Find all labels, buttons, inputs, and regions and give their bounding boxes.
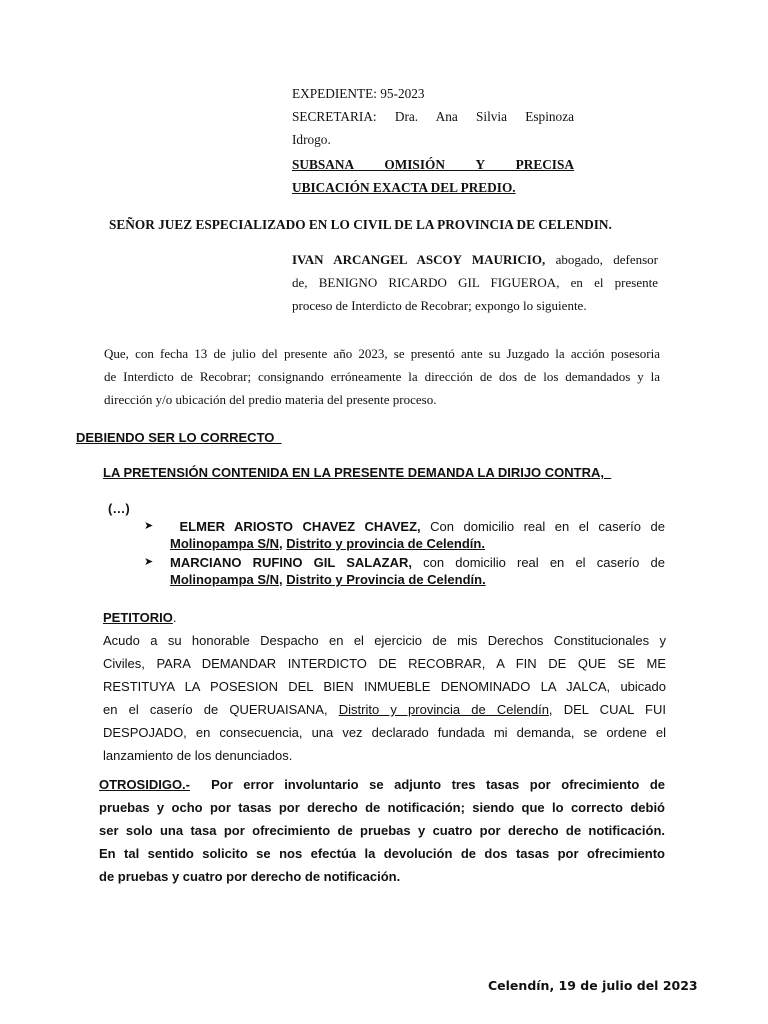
defendant-item bbox=[144, 554, 665, 588]
otrosi-line-1-rest: Por error involuntario se adjunto tres tasas por ofrecimiento de bbox=[190, 777, 665, 792]
defendant-line-1 bbox=[170, 554, 665, 571]
arrow-bullet-icon: ➤ bbox=[144, 556, 154, 568]
background-line-1: Que, con fecha 13 de julio del presente año 2023, se presentó ante su Juzgado la acción posesoria bbox=[104, 346, 660, 361]
defendant-name: ELMER ARIOSTO CHAVEZ CHAVEZ, bbox=[170, 519, 421, 534]
ellipsis-marker: (…) bbox=[108, 501, 130, 516]
defendant-item bbox=[144, 518, 665, 552]
defendant-line-2 bbox=[170, 535, 665, 552]
secretaria-line: SECRETARIA: Dra. Ana Silvia Espinoza bbox=[292, 109, 574, 124]
intro-line-1-rest: abogado, defensor bbox=[545, 252, 658, 267]
defendant-text bbox=[170, 518, 665, 552]
petition-line-5: DESPOJADO, en consecuencia, una vez declarado fundada mi demanda, se ordene el bbox=[103, 725, 666, 740]
otrosi-line-4: En tal sentido solicito se nos efectúa la devolución de dos tasas por ofrecimiento bbox=[99, 846, 665, 861]
intro-paragraph bbox=[292, 248, 658, 317]
petition-heading-line: PETITORIO. bbox=[103, 610, 177, 625]
otrosi-line-1 bbox=[99, 773, 665, 796]
petition-line-4-b: , DEL CUAL FUI bbox=[548, 702, 666, 717]
petition-line-3: RESTITUYA LA POSESION DEL BIEN INMUEBLE DENOMINADO LA JALCA, ubicado bbox=[103, 679, 666, 694]
section-heading-correct-text: DEBIENDO SER LO CORRECTO bbox=[76, 430, 282, 445]
background-line-3: dirección y/o ubicación del predio materia del presente proceso. bbox=[104, 392, 437, 407]
petition-line-2: Civiles, PARA DEMANDAR INTERDICTO DE RECOBRAR, A FIN DE QUE SE ME bbox=[103, 656, 666, 671]
background-line-2: de Interdicto de Recobrar; consignando erróneamente la dirección de dos de los demandados y la bbox=[104, 369, 660, 384]
petition-section bbox=[103, 606, 666, 767]
intro-line-2: de, BENIGNO RICARDO GIL FIGUEROA, en el presente bbox=[292, 275, 658, 290]
defendant-name: MARCIANO RUFINO GIL SALAZAR, bbox=[170, 555, 412, 570]
petition-line-4 bbox=[103, 698, 666, 721]
petition-line-6: lanzamiento de los denunciados. bbox=[103, 748, 293, 763]
arrow-bullet-icon: ➤ bbox=[144, 520, 154, 532]
defendant-line-1 bbox=[170, 518, 665, 535]
defendant-address: Con domicilio real en el caserío de bbox=[420, 519, 665, 534]
claim-heading bbox=[103, 465, 611, 480]
petition-district: Distrito y provincia de Celendín bbox=[338, 702, 549, 717]
otrosi-line-5: de pruebas y cuatro por derecho de notificación. bbox=[99, 869, 401, 884]
secretaria-line-cont: Idrogo. bbox=[292, 132, 331, 147]
lawyer-name: IVAN ARCANGEL ASCOY MAURICIO, bbox=[292, 252, 546, 267]
claim-heading-text: LA PRETENSIÓN CONTENIDA EN LA PRESENTE DEMANDA LA DIRIJO CONTRA, bbox=[103, 465, 612, 480]
defendant-locality: Molinopampa S/N, bbox=[170, 572, 283, 587]
otrosi-section bbox=[99, 773, 665, 888]
place-date: Celendín, 19 de julio del 2023 bbox=[488, 978, 698, 993]
otrosi-line-3: ser solo una tasa por ofrecimiento de pruebas y cuatro por derecho de notificación. bbox=[99, 823, 665, 838]
petition-line-1: Acudo a su honorable Despacho en el ejercicio de mis Derechos Constitucionales y bbox=[103, 633, 666, 648]
section-heading-correct bbox=[76, 430, 282, 445]
addressee: SEÑOR JUEZ ESPECIALIZADO EN LO CIVIL DE LA PROVINCIA DE CELENDIN. bbox=[109, 217, 612, 232]
otrosi-line-2: pruebas y ocho por tasas por derecho de notificación; siendo que lo correcto debió bbox=[99, 800, 665, 815]
background-paragraph bbox=[104, 342, 660, 411]
petition-line-4-a: en el caserío de QUERUAISANA, bbox=[103, 702, 339, 717]
intro-line-3: proceso de Interdicto de Recobrar; expongo lo siguiente. bbox=[292, 298, 587, 313]
sumilla-line-1: SUBSANA OMISIÓN Y PRECISA bbox=[292, 157, 574, 172]
petition-heading: PETITORIO bbox=[103, 610, 173, 625]
sumilla-line-2-text: UBICACIÓN EXACTA DEL PREDIO. bbox=[292, 180, 516, 195]
defendant-district: Distrito y provincia de Celendín. bbox=[286, 536, 485, 551]
defendant-district: Distrito y Provincia de Celendín. bbox=[286, 572, 486, 587]
sumilla-line-2 bbox=[292, 176, 574, 199]
defendant-address: con domicilio real en el caserío de bbox=[411, 555, 665, 570]
intro-line-1 bbox=[292, 248, 658, 271]
expediente-line: EXPEDIENTE: 95-2023 bbox=[292, 86, 425, 101]
otrosi-heading: OTROSIDIGO.- bbox=[99, 777, 190, 792]
defendant-locality: Molinopampa S/N, bbox=[170, 536, 283, 551]
defendant-text bbox=[170, 554, 665, 588]
defendant-line-2 bbox=[170, 571, 665, 588]
sumilla bbox=[292, 153, 574, 199]
case-header bbox=[292, 82, 574, 199]
